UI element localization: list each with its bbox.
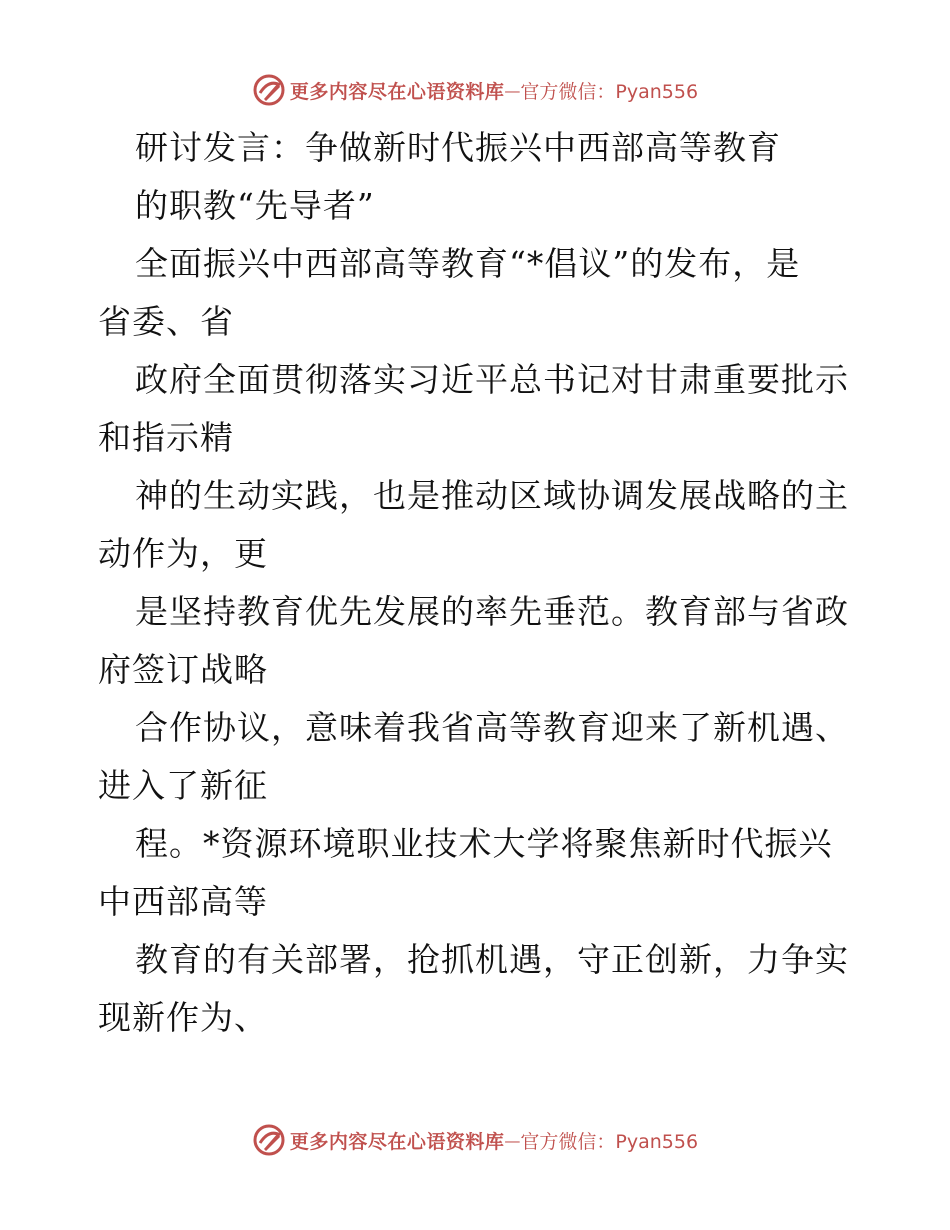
- doc-line: 政府全面贯彻落实习近平总书记对甘肃重要批示: [135, 360, 849, 399]
- doc-line: 是坚持教育优先发展的率先垂范。教育部与省政: [135, 592, 849, 631]
- doc-line: 府签订战略: [98, 650, 268, 689]
- doc-line: 动作为，更: [98, 534, 268, 573]
- brand-logo-icon: [252, 1123, 286, 1157]
- watermark-separator: —: [504, 80, 521, 100]
- doc-line: 省委、省: [98, 302, 234, 341]
- watermark-separator: —: [504, 1130, 521, 1150]
- doc-line: 神的生动实践，也是推动区域协调发展战略的主: [135, 476, 849, 515]
- doc-line: 合作协议，意味着我省高等教育迎来了新机遇、: [135, 708, 849, 747]
- footer-watermark: [0, 1120, 950, 1160]
- doc-line: 程。*资源环境职业技术大学将聚焦新时代振兴: [135, 824, 833, 863]
- watermark-sub-text: 官方微信：Pyan556: [520, 1130, 699, 1153]
- doc-line: 的职教“先导者”: [135, 186, 375, 225]
- watermark-main-text: 更多内容尽在心语资料库: [289, 80, 505, 103]
- watermark-main-text: 更多内容尽在心语资料库: [289, 1130, 505, 1153]
- doc-line: 和指示精: [98, 418, 234, 457]
- doc-line: 现新作为、: [98, 998, 268, 1037]
- doc-line: 中西部高等: [98, 882, 268, 921]
- brand-logo-icon: [252, 73, 286, 107]
- watermark-sub-text: 官方微信：Pyan556: [520, 80, 699, 103]
- doc-line: 研讨发言：争做新时代振兴中西部高等教育: [135, 128, 781, 167]
- header-watermark: [0, 70, 950, 110]
- doc-line: 教育的有关部署，抢抓机遇，守正创新，力争实: [135, 940, 849, 979]
- doc-line: 进入了新征: [98, 766, 268, 805]
- doc-line: 全面振兴中西部高等教育“*倡议”的发布，是: [135, 244, 801, 283]
